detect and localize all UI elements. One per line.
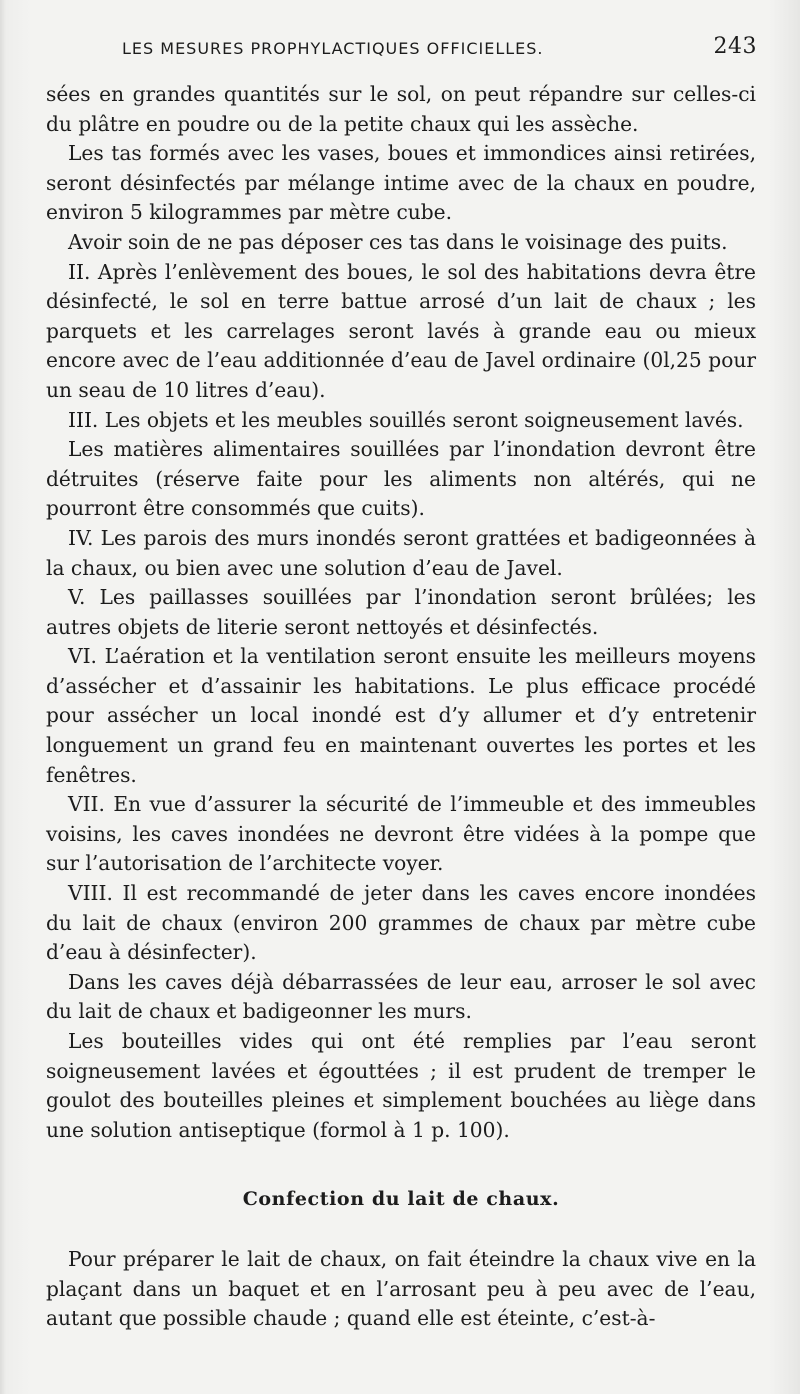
paragraph: Avoir soin de ne pas déposer ces tas dans le voisinage des puits. [68, 229, 728, 254]
paragraph: VII. En vue d’assurer la sécurité de l’immeuble et des immeubles voisins, les caves inondées ne devront être vidées à la pompe que sur l’autorisation de l’architecte voyer. [46, 792, 756, 876]
paragraph: Dans les caves déjà débarrassées de leur eau, arroser le sol avec du lait de chaux et badigeonner les murs. [46, 969, 756, 1024]
paragraph: III. Les objets et les meubles souillés seront soigneusement lavés. [68, 407, 744, 432]
main-text [46, 80, 756, 1334]
paragraph: VI. L’aération et la ventilation seront ensuite les meilleurs moyens d’assécher et d’assainir les habitations. Le plus efficace procédé pour assécher un local inondé est d’y allumer et d’y entretenir longuement un grand feu en maintenant ouvertes les portes et les fenêtres. [46, 644, 756, 787]
paragraph: Les tas formés avec les vases, boues et immondices ainsi retirées, seront désinfectés par mélange intime avec de la chaux en poudre, environ 5 kilogrammes par mètre cube. [46, 141, 756, 225]
paragraph: II. Après l’enlèvement des boues, le sol des habitations devra être désinfecté, le sol en terre battue arrosé d’un lait de chaux ; les parquets et les carrelages seront lavés à grande eau ou mieux encore avec de l’eau additionnée d’eau de Javel ordinaire (0l,25 pour un seau de 10 litres d’eau). [46, 259, 756, 402]
paragraph: Pour préparer le lait de chaux, on fait éteindre la chaux vive en la plaçant dans un baquet et en l’arrosant peu à peu avec de l’eau, autant que possible chaude ; quand elle est éteinte, c’est-à- [46, 1246, 756, 1331]
page-header [122, 34, 757, 59]
paragraph: V. Les paillasses souillées par l’inondation seront brûlées; les autres objets de literie seront nettoyés et désinfectés. [46, 585, 756, 639]
section-heading: Confection du lait de chaux. [242, 1188, 560, 1211]
paragraph: sées en grandes quantités sur le sol, on peut répandre sur celles-ci du plâtre en poudre ou de la petite chaux qui les assèche. [46, 82, 756, 136]
paragraph: VIII. Il est recommandé de jeter dans les caves encore inondées du lait de chaux (environ 200 grammes de chaux par mètre cube d’eau à désinfecter). [46, 881, 756, 965]
paragraph: IV. Les parois des murs inondés seront grattées et badigeonnées à la chaux, ou bien avec une solution d’eau de Javel. [46, 525, 756, 580]
paragraph: Les matières alimentaires souillées par l’inondation devront être détruites (réserve faite pour les aliments non altérés, qui ne pourront être consommés que cuits). [46, 437, 756, 521]
paragraph: Les bouteilles vides qui ont été remplies par l’eau seront soigneusement lavées et égouttées ; il est prudent de tremper le goulot des bouteilles pleines et simplement bouchées au liège dans une solution antiseptique (formol à 1 p. 100). [46, 1029, 756, 1142]
running-title: LES MESURES PROPHYLACTIQUES OFFICIELLES. [122, 39, 544, 58]
page-number: 243 [713, 34, 757, 59]
